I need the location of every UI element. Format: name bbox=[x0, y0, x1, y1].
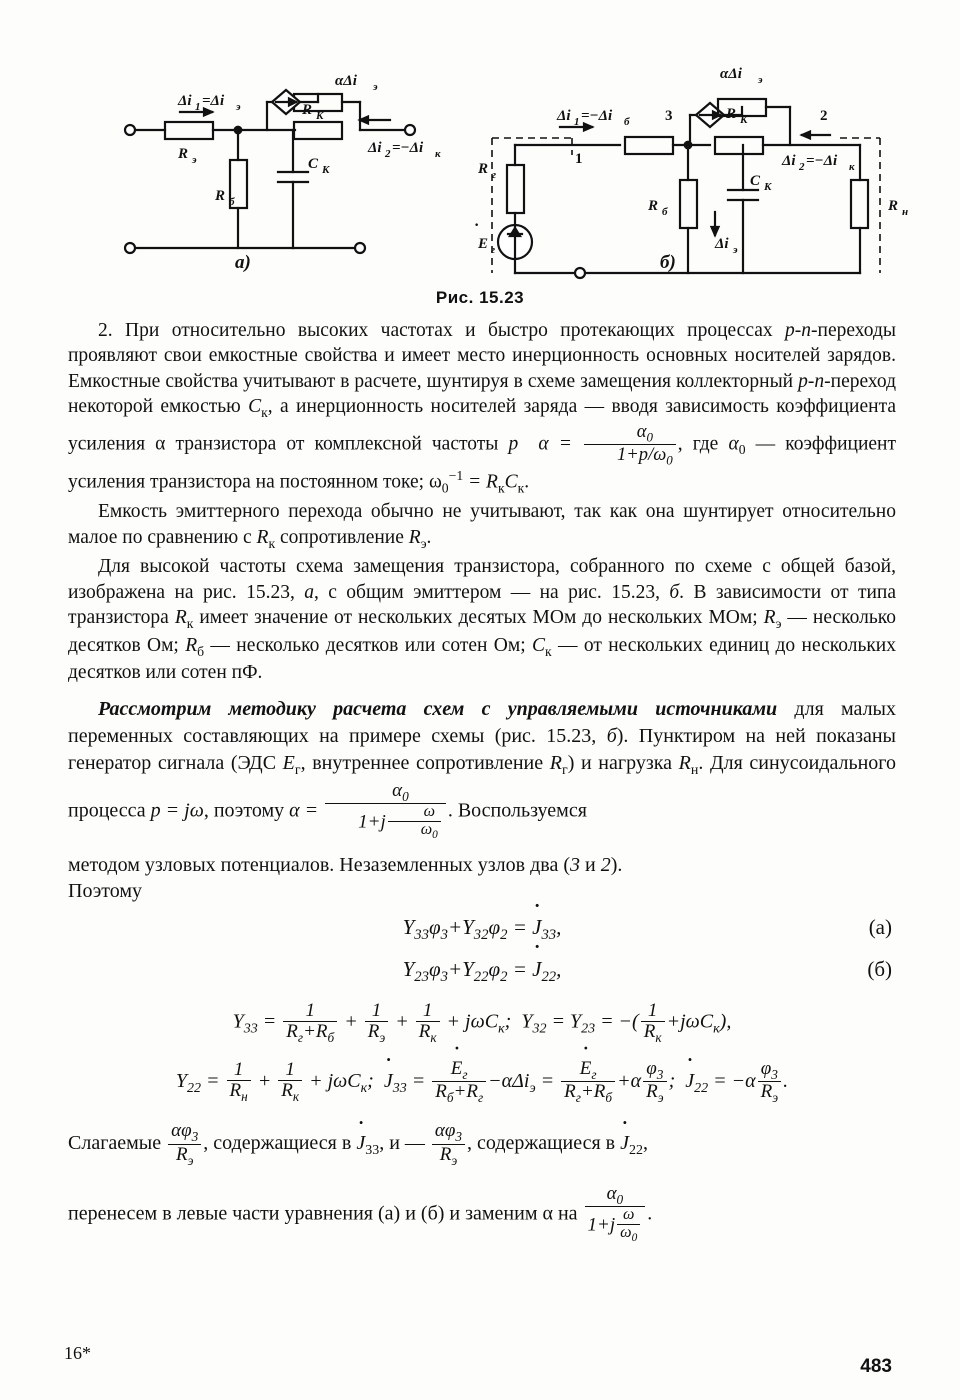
page-number: 483 bbox=[860, 1356, 892, 1377]
p2-seg-g: к bbox=[261, 404, 268, 420]
p4-seg-n: — несколько десятков или сотен Ом; bbox=[204, 634, 532, 656]
label-rb-b: R bbox=[648, 198, 659, 214]
p4-seg-d: б bbox=[669, 581, 680, 603]
p4-seg-c: , с общим эмиттером — на рис. 15.23, bbox=[313, 581, 670, 603]
p5-seg-j: ) и нагрузка bbox=[567, 751, 679, 774]
p5-seg-b: для малых переменных составляющих на примере схемы (рис. 15.23, bbox=[68, 697, 896, 747]
p5-seg-n: p = jω bbox=[150, 799, 204, 822]
p2-tail-d: — коэффициент усиления транзистора на постоянном токе; ω bbox=[68, 432, 897, 493]
svg-text:б: б bbox=[229, 196, 235, 208]
p5-seg-c: б bbox=[606, 724, 617, 747]
p6-seg-e: ). bbox=[610, 854, 623, 877]
paragraph-method bbox=[68, 696, 896, 843]
p5-seg-g: , внутреннее сопротивление bbox=[300, 751, 550, 774]
p3-seg-f: э bbox=[420, 535, 427, 551]
label-die-b: Δi bbox=[715, 236, 729, 252]
svg-text:=−Δi: =−Δi bbox=[392, 140, 424, 156]
p4-seg-m: б bbox=[197, 643, 205, 659]
p4-seg-e: . В зависимости от типа транзистора bbox=[68, 581, 896, 629]
p4-seg-f: R bbox=[174, 607, 187, 629]
p5-seg-a: Рассмотрим методику расчета схем с управляемыми источниками bbox=[98, 697, 778, 720]
eq-a-body: $Y_{33}\varphi_3+Y_{32}\varphi_2$ = · $J_{33}$, bbox=[403, 915, 562, 939]
p6-seg-b: 3 bbox=[569, 854, 580, 877]
eq-b-tag: (б) bbox=[867, 956, 892, 981]
label-rb-a: R bbox=[215, 188, 226, 204]
page-body bbox=[68, 318, 896, 1248]
label-ck-b: C bbox=[750, 173, 761, 189]
svg-text:К: К bbox=[740, 114, 748, 126]
svg-text:э: э bbox=[758, 74, 763, 86]
svg-text:н: н bbox=[902, 206, 909, 218]
p5-seg-p: α = bbox=[289, 799, 319, 822]
p2-seg-a: 2. При относительно высоких частотах и быстро протекающих процессах bbox=[98, 320, 786, 341]
p4-seg-k: — несколько десятков Ом; bbox=[68, 607, 896, 656]
p2-tail-k: . bbox=[524, 471, 530, 493]
paragraph-high-freq bbox=[68, 554, 896, 685]
p7-seg-a: Слагаемые bbox=[68, 1132, 167, 1155]
p2-tail-i: C bbox=[504, 471, 518, 493]
svg-text:К: К bbox=[316, 110, 324, 122]
p3-seg-e: R bbox=[408, 526, 421, 548]
svg-text:к: к bbox=[435, 148, 441, 160]
label-ck-a: C bbox=[308, 156, 319, 172]
figure-sublabel-b: б) bbox=[660, 252, 676, 273]
p7-seg-i: , bbox=[642, 1132, 648, 1155]
svg-text:г: г bbox=[492, 169, 497, 181]
p4-seg-g: к bbox=[186, 616, 194, 631]
p4-seg-b: а bbox=[304, 581, 314, 603]
p3-seg-c: к bbox=[268, 535, 276, 551]
p5-seg-q: . Воспользуемся bbox=[447, 799, 587, 822]
svg-text:к: к bbox=[849, 161, 855, 173]
p4-seg-p: к bbox=[545, 643, 552, 659]
p3-seg-d: сопротивление bbox=[275, 526, 409, 548]
paragraph-transfer: перенесем в левые части уравнения (а) и (б) и заменим α на $\alpha_0$ 1+j $\frac{\omega}{\omega_0}$ . bbox=[68, 1182, 653, 1245]
node-label-3: 3 bbox=[665, 108, 673, 124]
p2-tail-e: 0 bbox=[441, 480, 449, 496]
label-rn-b: R bbox=[888, 198, 899, 214]
equation-b bbox=[68, 956, 896, 987]
label-re-a: R bbox=[178, 146, 189, 162]
p4-seg-l: R bbox=[185, 634, 198, 656]
p6-seg-f: Поэтому bbox=[68, 880, 143, 903]
p3-seg-b: R bbox=[256, 526, 269, 548]
p2-seg-i: p bbox=[508, 432, 519, 454]
p4-seg-j: э bbox=[775, 616, 782, 631]
svg-text:=−Δi: =−Δi bbox=[581, 108, 613, 124]
alpha-phi-frac-2: $\frac{\alpha\varphi_3}{R_э}$ bbox=[432, 1121, 465, 1168]
svg-text:=Δi: =Δi bbox=[202, 93, 225, 109]
figure-15-23 bbox=[60, 30, 909, 280]
equation-a bbox=[68, 914, 896, 945]
p2-seg-b: p-n bbox=[785, 320, 812, 341]
p2-tail-f: −1 bbox=[448, 468, 464, 484]
p7-seg-d: 33 bbox=[365, 1143, 380, 1159]
p6-seg-a: методом узловых потенциалов. Незаземленных узлов два ( bbox=[68, 854, 570, 877]
p3-seg-g: . bbox=[426, 526, 432, 548]
ajf-inner-den: $\omega_0$ bbox=[388, 821, 441, 842]
p5-seg-o: , поэтому bbox=[203, 799, 290, 822]
paragraph-terms bbox=[68, 1121, 896, 1168]
label-di2-b: Δi bbox=[782, 153, 796, 169]
node-label-2: 2 bbox=[820, 108, 828, 124]
figure-sublabel-a: а) bbox=[235, 252, 251, 273]
p2-seg-d: p-n bbox=[798, 370, 825, 392]
label-di1-b: Δi bbox=[557, 108, 571, 124]
paragraph-nodal bbox=[68, 852, 896, 904]
svg-text:б: б bbox=[624, 116, 630, 128]
ajf-den: 1+j $\frac{\omega}{\omega_0}$ bbox=[325, 803, 446, 842]
p5-seg-f: г bbox=[294, 762, 301, 778]
ajf-inner-num: ω bbox=[423, 803, 435, 821]
svg-text:·: · bbox=[474, 217, 480, 234]
p5-seg-h: R bbox=[549, 751, 562, 774]
p5-seg-e: E bbox=[282, 751, 295, 774]
label-rk-a: R bbox=[302, 102, 313, 118]
p2-seg-f: C bbox=[248, 396, 262, 418]
svg-text:э: э bbox=[192, 154, 197, 166]
node-label-1: 1 bbox=[575, 151, 583, 167]
p5-seg-i: г bbox=[561, 762, 568, 778]
label-rg-b: R bbox=[478, 161, 489, 177]
p7-seg-f: , содержащиеся в bbox=[467, 1132, 621, 1155]
p5-seg-m: . Для синусоидального процесса bbox=[68, 751, 897, 822]
p3-seg-a: Емкость эмиттерного перехода обычно не учитывают, так как она шунтирует относительно малое по сравнению с bbox=[68, 501, 896, 548]
p2-tail-b: α bbox=[728, 432, 739, 454]
alpha-frac-den: $1+p/\omega_0$ bbox=[584, 444, 676, 467]
svg-text:К: К bbox=[764, 181, 772, 193]
p5-seg-d: ). Пунктиром на ней показаны генератор сигнала (ЭДС bbox=[68, 724, 896, 774]
equation-y22: $Y_{22}$ = $\frac{1}{R_н}$ + $\frac{1}{R_к}$ + jωC$_к$; · $J_{33}$ = · $\frac{E_г}{R_б+R_г}$ −αΔi$_э$ = · $\frac{E_г}{R_г+R_б}$ +α $\frac{\varphi_3}{R_э}$ ; · $J_{22} = -\alpha$ $\frac{\varphi_3}{R_э}$ . bbox=[68, 1059, 896, 1106]
p2-tail-j: к bbox=[517, 480, 525, 496]
label-alpha-di-a: αΔi bbox=[335, 73, 357, 89]
alpha-replacement-fraction: $\alpha_0$ 1+j $\frac{\omega}{\omega_0}$ bbox=[585, 1184, 646, 1246]
p2-tail-c: 0 bbox=[738, 441, 746, 457]
svg-text:=−Δi: =−Δi bbox=[806, 153, 838, 169]
footer-signature: 16* bbox=[64, 1343, 91, 1363]
p7-seg-e: , и — bbox=[379, 1132, 430, 1155]
p2-tail-a: , где bbox=[677, 432, 729, 454]
svg-text:К: К bbox=[322, 164, 330, 176]
p4-seg-o: C bbox=[531, 634, 545, 656]
p4-seg-i: R bbox=[763, 607, 776, 629]
label-rk-b: R bbox=[726, 106, 737, 122]
alpha-frac-num: $\alpha_0$ bbox=[636, 420, 653, 445]
svg-text:э: э bbox=[236, 101, 241, 113]
svg-text:1: 1 bbox=[574, 116, 580, 128]
p7-seg-c: · J bbox=[356, 1132, 365, 1154]
alpha-eq-lhs: α = bbox=[538, 432, 572, 454]
alpha-jomega-fraction bbox=[325, 781, 446, 843]
p6-seg-d: 2 bbox=[600, 854, 611, 877]
p4-seg-q: — от нескольких единиц до нескольких десятков или сотен пФ. bbox=[68, 634, 896, 684]
svg-text:г: г bbox=[491, 244, 496, 256]
p4-seg-a: Для высокой частоты схема замещения транзистора, собранного по схеме с общей базой, изображена на рис. 15.23, bbox=[68, 556, 896, 603]
p8-seg-a: перенесем в левые части уравнения (а) и (б) и заменим α на bbox=[68, 1202, 578, 1225]
ajf-num: $\alpha_0$ bbox=[392, 779, 409, 804]
svg-text:э: э bbox=[373, 81, 378, 93]
figure-caption: Рис. 15.23 bbox=[435, 288, 525, 307]
p4-seg-h: имеет значение от нескольких десятых МОм до нескольких МОм; bbox=[193, 607, 764, 629]
p7-seg-g: · J bbox=[620, 1132, 629, 1154]
p7-seg-b: , содержащиеся в bbox=[203, 1132, 357, 1155]
paragraph-2 bbox=[68, 318, 896, 497]
label-eg-b: E bbox=[478, 236, 489, 252]
eq-b-body: $Y_{23}\varphi_3+Y_{22}\varphi_2$ = · $J_{22}$, bbox=[403, 957, 562, 981]
svg-text:2: 2 bbox=[385, 148, 391, 160]
label-di1-a: Δi bbox=[178, 93, 192, 109]
p7-seg-h: 22 bbox=[628, 1143, 643, 1159]
alpha-phi-frac-1: $\frac{\alpha\varphi_3}{R_э}$ bbox=[168, 1121, 201, 1168]
p5-seg-l: н bbox=[690, 762, 699, 778]
p6-seg-c: и bbox=[579, 854, 601, 877]
equation-y33: $Y_{33}$ = $\frac{1}{R_г+R_б}$ + $\frac{1}{R_э}$ + $\frac{1}{R_к}$ + jωC$_к$; $Y_{32} = Y_{23}$ = −( $\frac{1}{R_к}$ +jωC$_к$), bbox=[232, 1000, 732, 1045]
p5-seg-k: R bbox=[678, 751, 691, 774]
p2-seg-e: -переход некоторой емкостью bbox=[68, 370, 896, 418]
circuit-diagrams-svg bbox=[60, 30, 909, 280]
paragraph-emitter bbox=[68, 499, 896, 552]
p2-seg-c: -переходы проявляют свои емкостные свойства и имеет место инерционность основных носителей зарядов. Емкостные свойства учитывают в расчете, шунтируя в схеме замещения коллекторный bbox=[68, 320, 896, 392]
p2-tail-g: = R bbox=[463, 471, 498, 493]
label-di2-a: Δi bbox=[368, 140, 382, 156]
svg-text:б: б bbox=[662, 206, 668, 218]
svg-text:1: 1 bbox=[195, 101, 201, 113]
svg-text:э: э bbox=[733, 244, 738, 256]
label-alpha-di-b: αΔi bbox=[720, 66, 742, 82]
p2-tail-h: к bbox=[497, 480, 505, 496]
p2-seg-h: , а инерционность носителей заряда — вводя зависимость коэффициента усиления α транзистора от комплексной частоты bbox=[68, 396, 896, 454]
svg-text:2: 2 bbox=[799, 161, 805, 173]
eq-a-tag: (а) bbox=[868, 915, 892, 940]
alpha-fraction bbox=[584, 422, 676, 468]
